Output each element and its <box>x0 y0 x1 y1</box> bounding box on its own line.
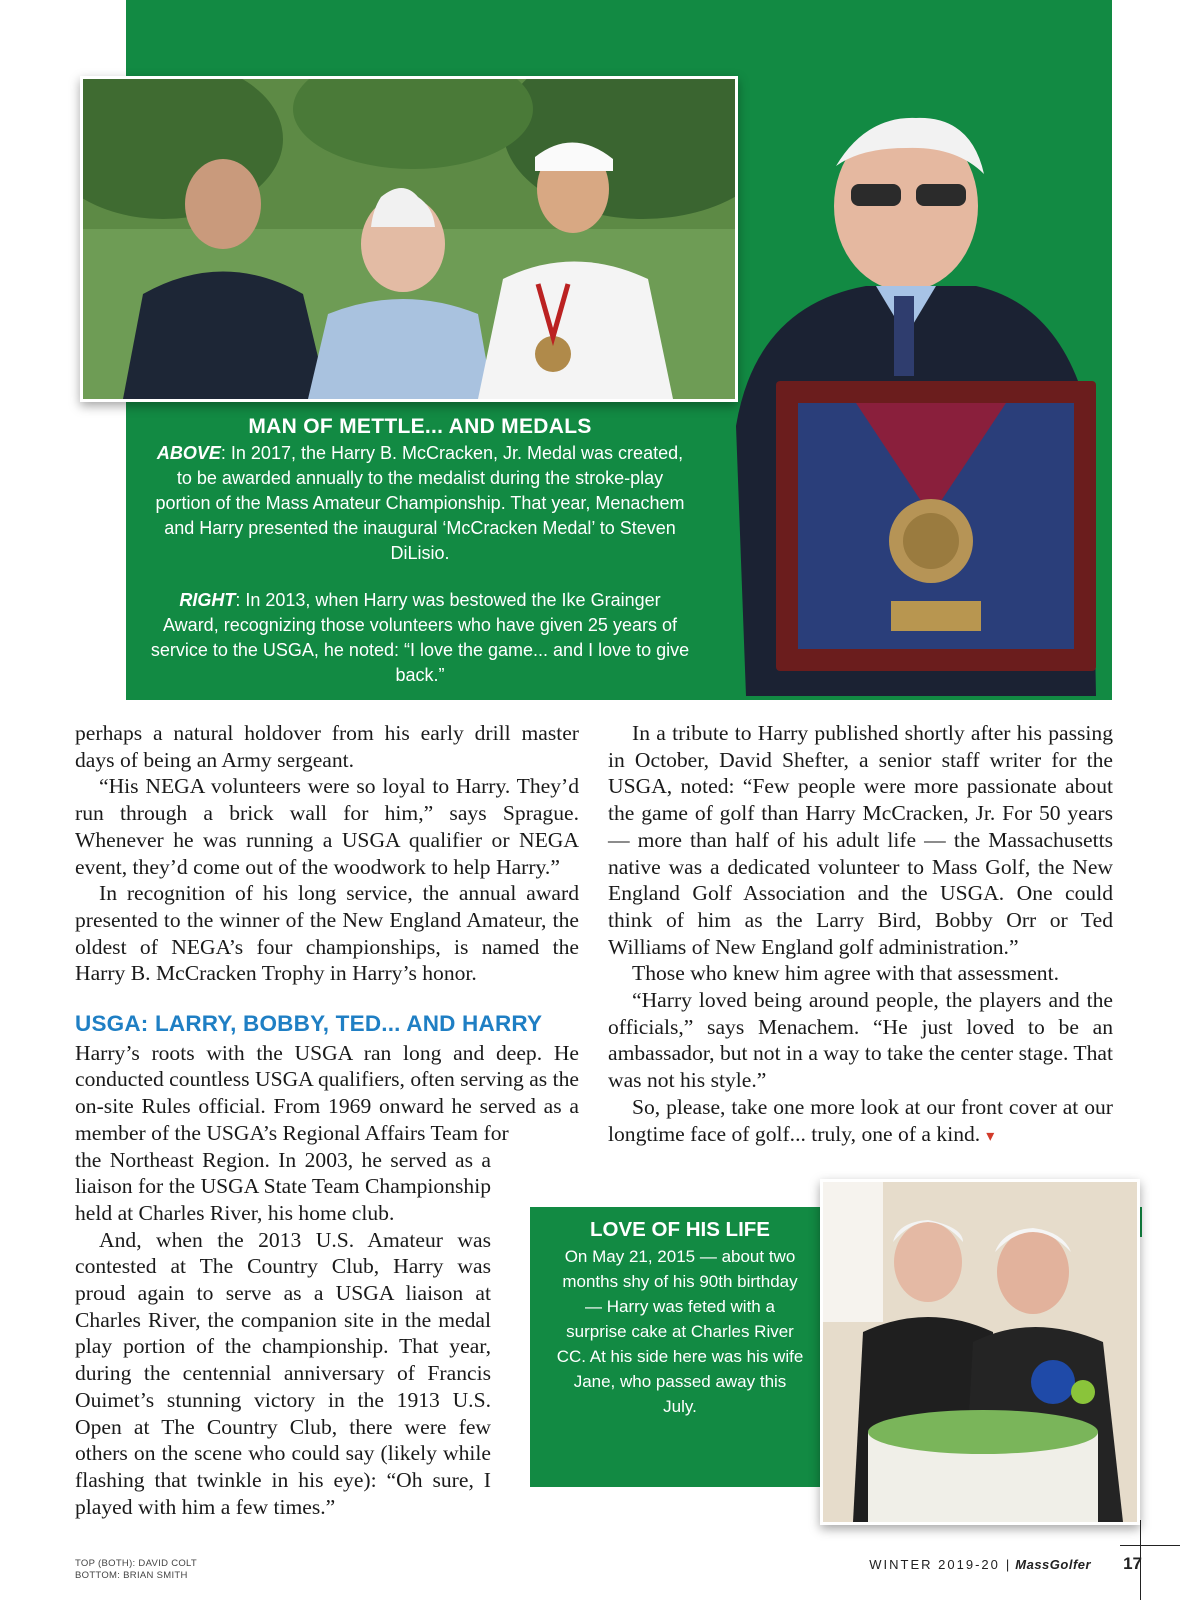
left-paragraph-4a: Harry’s roots with the USGA ran long and deep. He conducted countless USGA qualifiers, often serving as the on-site Rules official. From 1969 onward he served as a member of the USGA’s Regional Affairs Team for <box>75 1040 579 1145</box>
left-paragraph-1: perhaps a natural holdover from his early drill master days of being an Army sergeant. <box>75 721 579 772</box>
caption-above-text: : In 2017, the Harry B. McCracken, Jr. Medal was created, to be awarded annually to the medalist during the stroke-play portion of the Mass Amateur Championship. That year, Menachem and Harry presented the inaugural ‘McCracken Medal’ to Steven DiLisio. <box>155 443 685 563</box>
bottom-caption-title: LOVE OF HIS LIFE <box>590 1218 770 1241</box>
caption-right-lead: RIGHT <box>179 590 236 610</box>
end-mark-icon: ▾ <box>986 1127 995 1145</box>
caption-right <box>150 588 690 688</box>
right-paragraph-1: In a tribute to Harry published shortly after his passing in October, David Shefter, a senior staff writer for the USGA, noted: “Few people were more passionate about the game of golf than Harry McCracken, Jr. For 50 years — more than half of his adult life — the Massachusetts native was a dedicated volunteer to Mass Golf, the New England Golf Association and the USGA. One could think of him as the Larry Bird, Bobby Orr or Ted Williams of New England golf administration.” <box>608 721 1113 959</box>
right-paragraph-3: “Harry loved being around people, the players and the officials,” says Menachem. “He just loved to be an ambassador, but not in a way to take the center stage. That was not his style.” <box>608 988 1113 1093</box>
left-paragraph-2: “His NEGA volunteers were so loyal to Harry. They’d run through a brick wall for him,” says Sprague. Whenever he was running a USGA qualifier or NEGA event, they’d come out of the woodwork to help Harry.” <box>75 774 579 879</box>
caption-title: MAN OF METTLE... AND MEDALS <box>248 415 592 438</box>
left-paragraph-4b: the Northeast Region. In 2003, he served as a liaison for the USGA State Team Championship held at Charles River, his home club. <box>75 1147 491 1225</box>
crop-mark-horizontal <box>1120 1545 1180 1546</box>
left-paragraph-3: In recognition of his long service, the annual award presented to the winner of the New England Amateur, the oldest of NEGA’s four championships, is named the Harry B. McCracken Trophy in Harry’s honor. <box>75 881 579 986</box>
credit-top: TOP (BOTH): DAVID COLT <box>75 1558 198 1569</box>
footer-separator: | <box>1005 1556 1010 1572</box>
bottom-photo-caption <box>555 1217 805 1419</box>
photo-illustration <box>83 79 735 399</box>
photo-harry-with-award <box>716 96 1114 696</box>
section-subhead: USGA: LARRY, BOBBY, TED... AND HARRY <box>75 1011 543 1037</box>
credit-bottom: BOTTOM: BRIAN SMITH <box>75 1570 188 1581</box>
photo-harry-and-jane <box>820 1179 1140 1525</box>
article-left-column <box>75 720 579 1520</box>
photo-credits <box>75 1558 197 1582</box>
right-paragraph-2: Those who knew him agree with that assessment. <box>632 961 1059 986</box>
caption-right-text: : In 2013, when Harry was bestowed the Ike Grainger Award, recognizing those volunteers who have given 25 years of service to the USGA, he noted: “I love the game... and I love to give back.” <box>150 590 690 685</box>
caption-above-lead: ABOVE <box>156 443 221 463</box>
award-photo-illustration <box>716 96 1114 696</box>
closing-sentence: So, please, take one more look at our front cover at our longtime face of golf... truly, one of a kind. <box>608 1094 1113 1146</box>
page-footer <box>869 1554 1142 1574</box>
magazine-name: MassGolfer <box>1015 1556 1092 1572</box>
photo-harry-medal-ceremony <box>80 76 738 402</box>
page-number: 17 <box>1123 1554 1142 1573</box>
couple-photo-illustration <box>823 1182 1137 1522</box>
caption-above <box>150 441 690 566</box>
article-right-column <box>608 720 1113 1150</box>
top-photo-caption <box>150 414 690 688</box>
left-paragraph-5: And, when the 2013 U.S. Amateur was contested at The Country Club, Harry was proud again to serve as a USGA liaison at Charles River, the companion site in the medal play portion of the championship. That year, during the centennial anniversary of Francis Ouimet’s stunning victory in the 1913 U.S. Open at The Country Club, there were few others on the scene who could say (likely while flashing that twinkle in his eye): “Oh sure, I played with him a few times.” <box>75 1227 491 1519</box>
issue-label: WINTER 2019-20 <box>869 1556 1000 1572</box>
bottom-caption-text: On May 21, 2015 — about two months shy of his 90th birthday — Harry was feted with a surprise cake at Charles River CC. At his side here was his wife Jane, who passed away this July. <box>556 1247 804 1416</box>
right-paragraph-4 <box>608 1094 1113 1150</box>
